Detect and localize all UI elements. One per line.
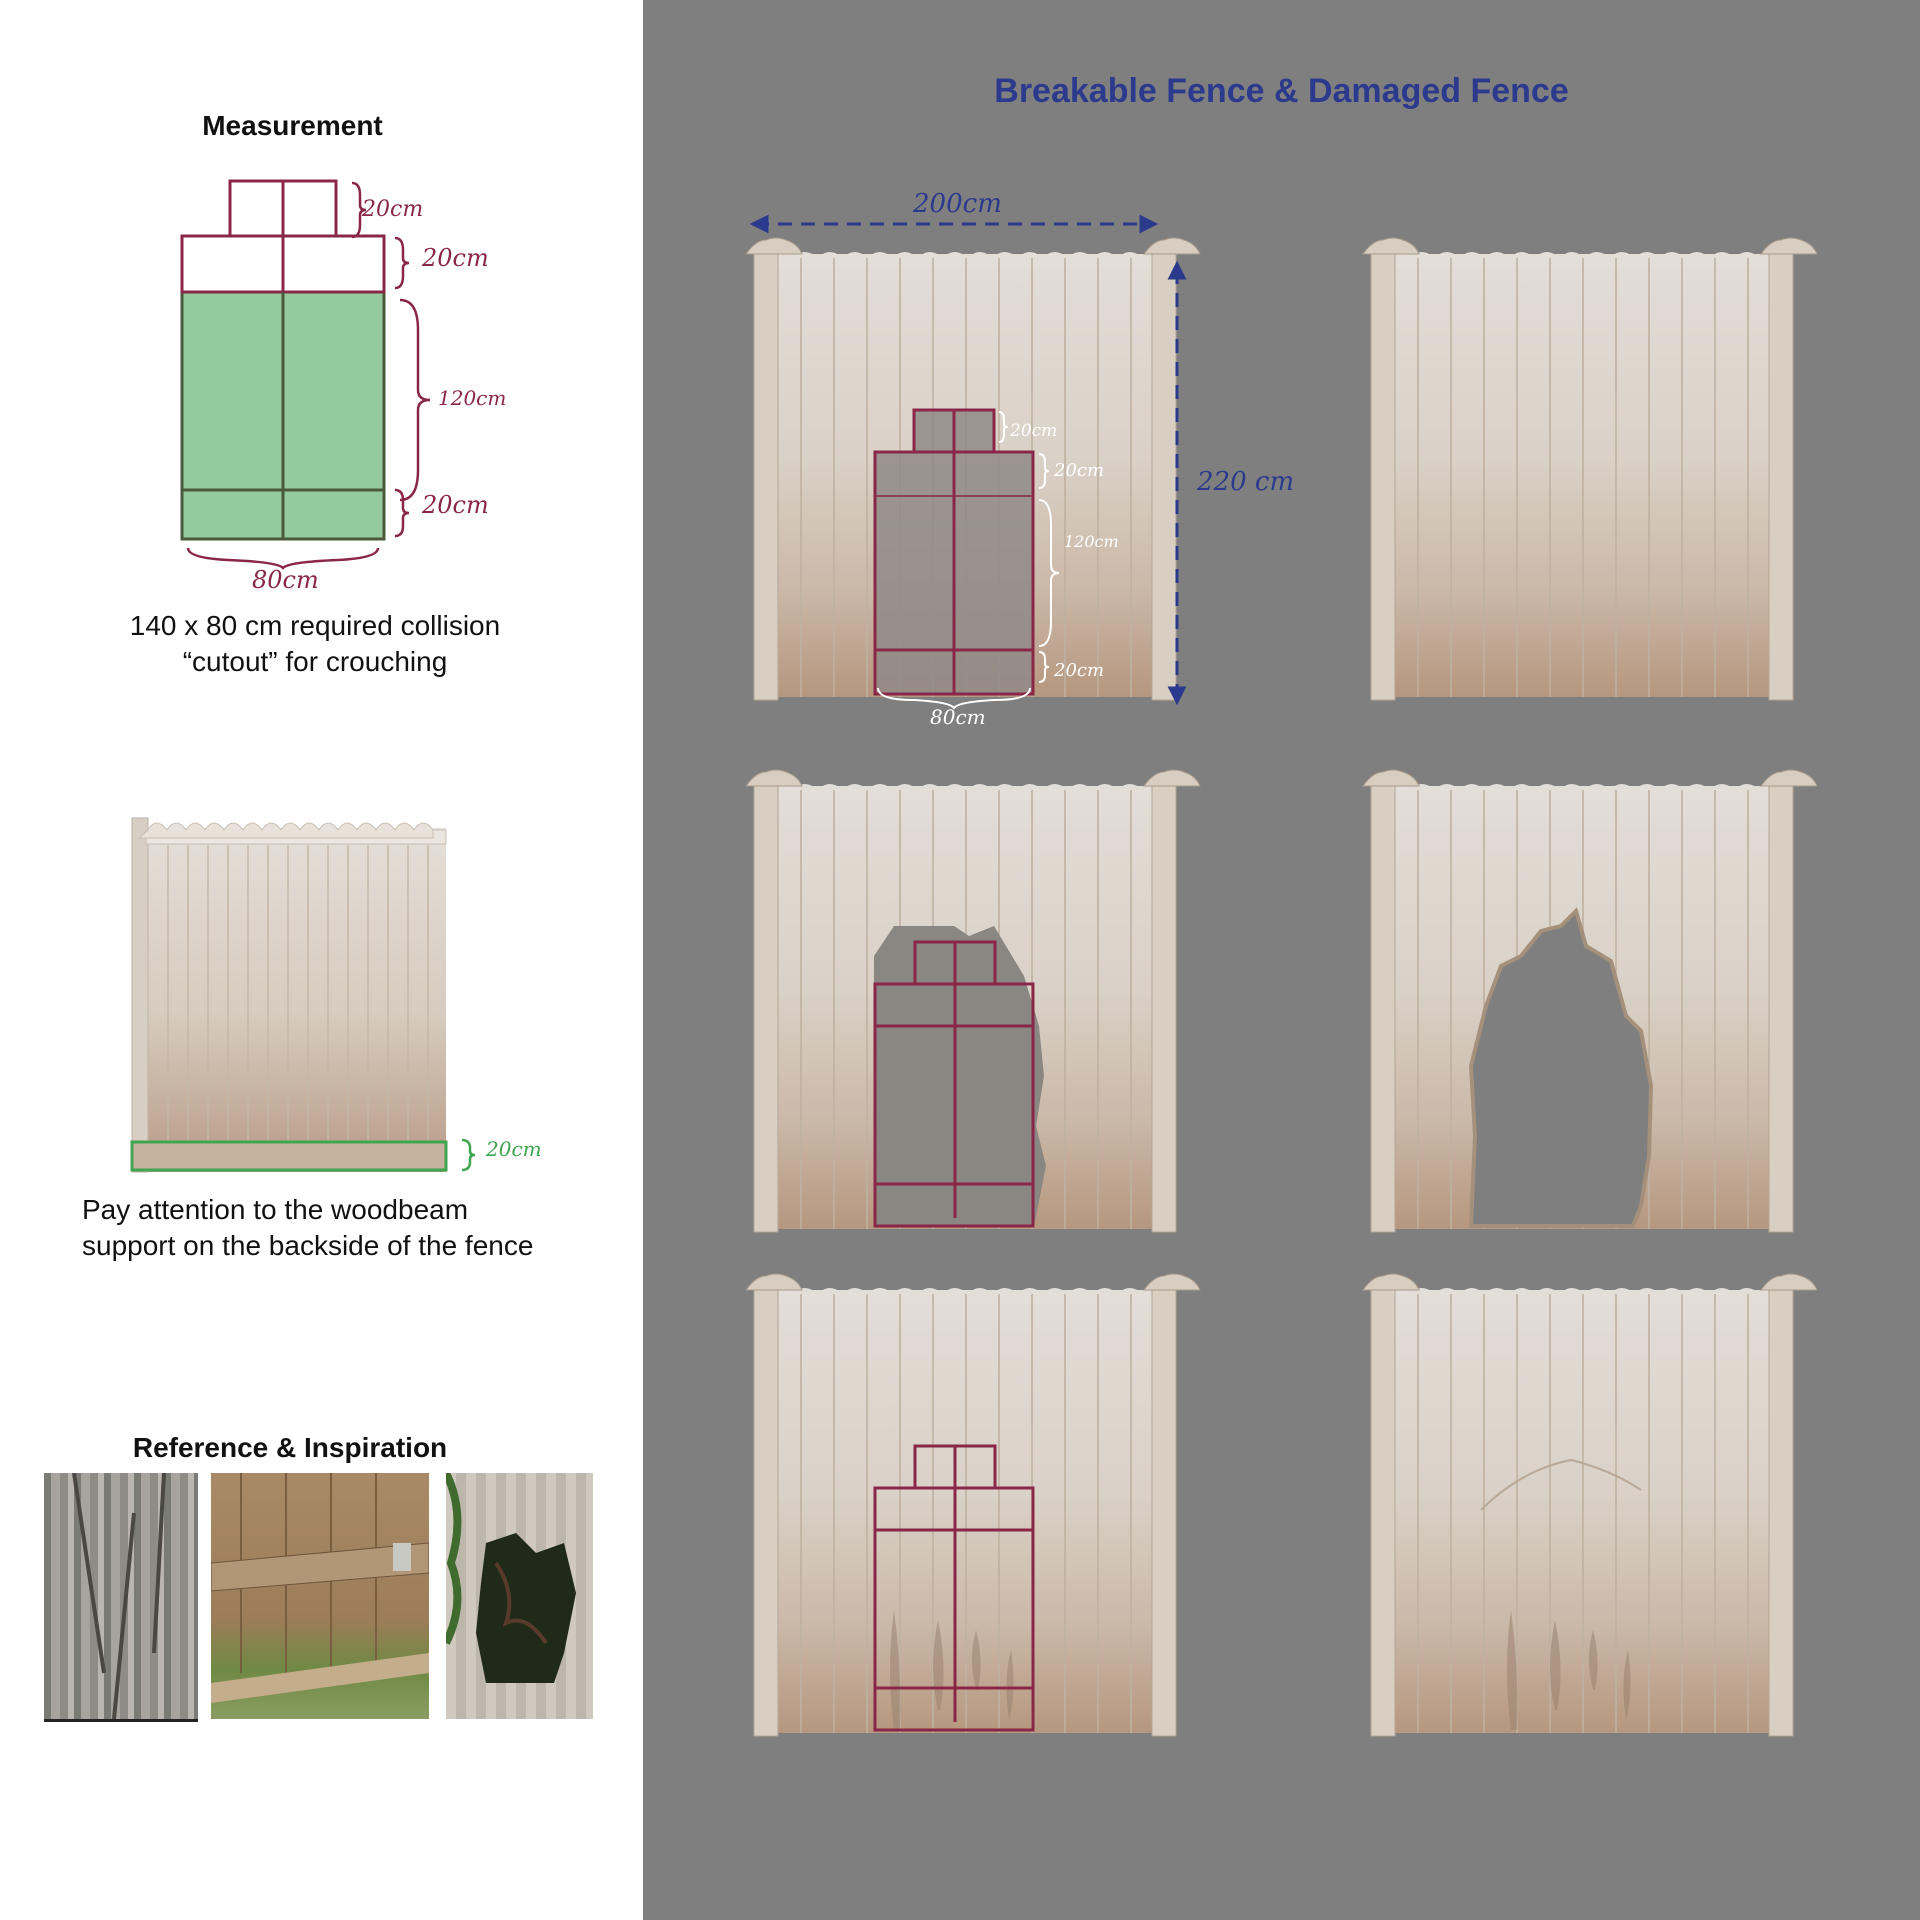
reference-image-broken-fence-beam — [211, 1473, 429, 1719]
fence-intact-dimensions — [746, 238, 1200, 729]
collision-caption: 140 x 80 cm required collision “cutout” for crouching — [129, 610, 501, 677]
page-title: Breakable Fence & Damaged Fence — [994, 72, 1569, 110]
width-label: 200cm — [913, 189, 1002, 219]
fence-splintered-overlay — [746, 1274, 1200, 1736]
left-panel — [0, 0, 643, 1920]
label-top-20: 20cm — [362, 197, 424, 222]
overlay-label-width-80: 80cm — [930, 705, 986, 729]
collision-overlay — [875, 410, 1033, 694]
height-label: 220 cm — [1197, 467, 1295, 497]
measurement-title: Measurement — [202, 110, 383, 141]
backside-scallops — [139, 823, 433, 838]
fence-intact — [1363, 238, 1817, 700]
overlay-label-bottom-20: 20cm — [1054, 660, 1105, 681]
woodbeam — [132, 1142, 446, 1170]
fence-hole — [1363, 770, 1817, 1232]
beam-caption: Pay attention to the woodbeam support on the backside of the fence — [82, 1194, 534, 1261]
reference-title: Reference & Inspiration — [132, 1432, 448, 1463]
fence-variants — [643, 0, 1920, 1920]
reference-image-weathered-boards — [44, 1473, 198, 1722]
fence-hole-overlay — [746, 770, 1200, 1266]
beam-label: 20cm — [486, 1137, 542, 1161]
label-middle-120: 120cm — [438, 386, 507, 410]
beam-brace — [462, 1140, 475, 1170]
fence-splintered — [1363, 1274, 1817, 1736]
reference-image-fence-hole — [446, 1473, 593, 1719]
overlay-label-middle-120: 120cm — [1064, 532, 1119, 551]
overlay-label-second-20: 20cm — [1054, 460, 1105, 481]
right-panel — [643, 0, 1920, 1920]
label-width-80: 80cm — [252, 566, 319, 594]
label-bottom-20: 20cm — [422, 491, 489, 519]
label-second-20: 20cm — [422, 244, 489, 272]
overlay-label-top-20: 20cm — [1010, 421, 1058, 441]
width-dimension — [753, 217, 1155, 231]
